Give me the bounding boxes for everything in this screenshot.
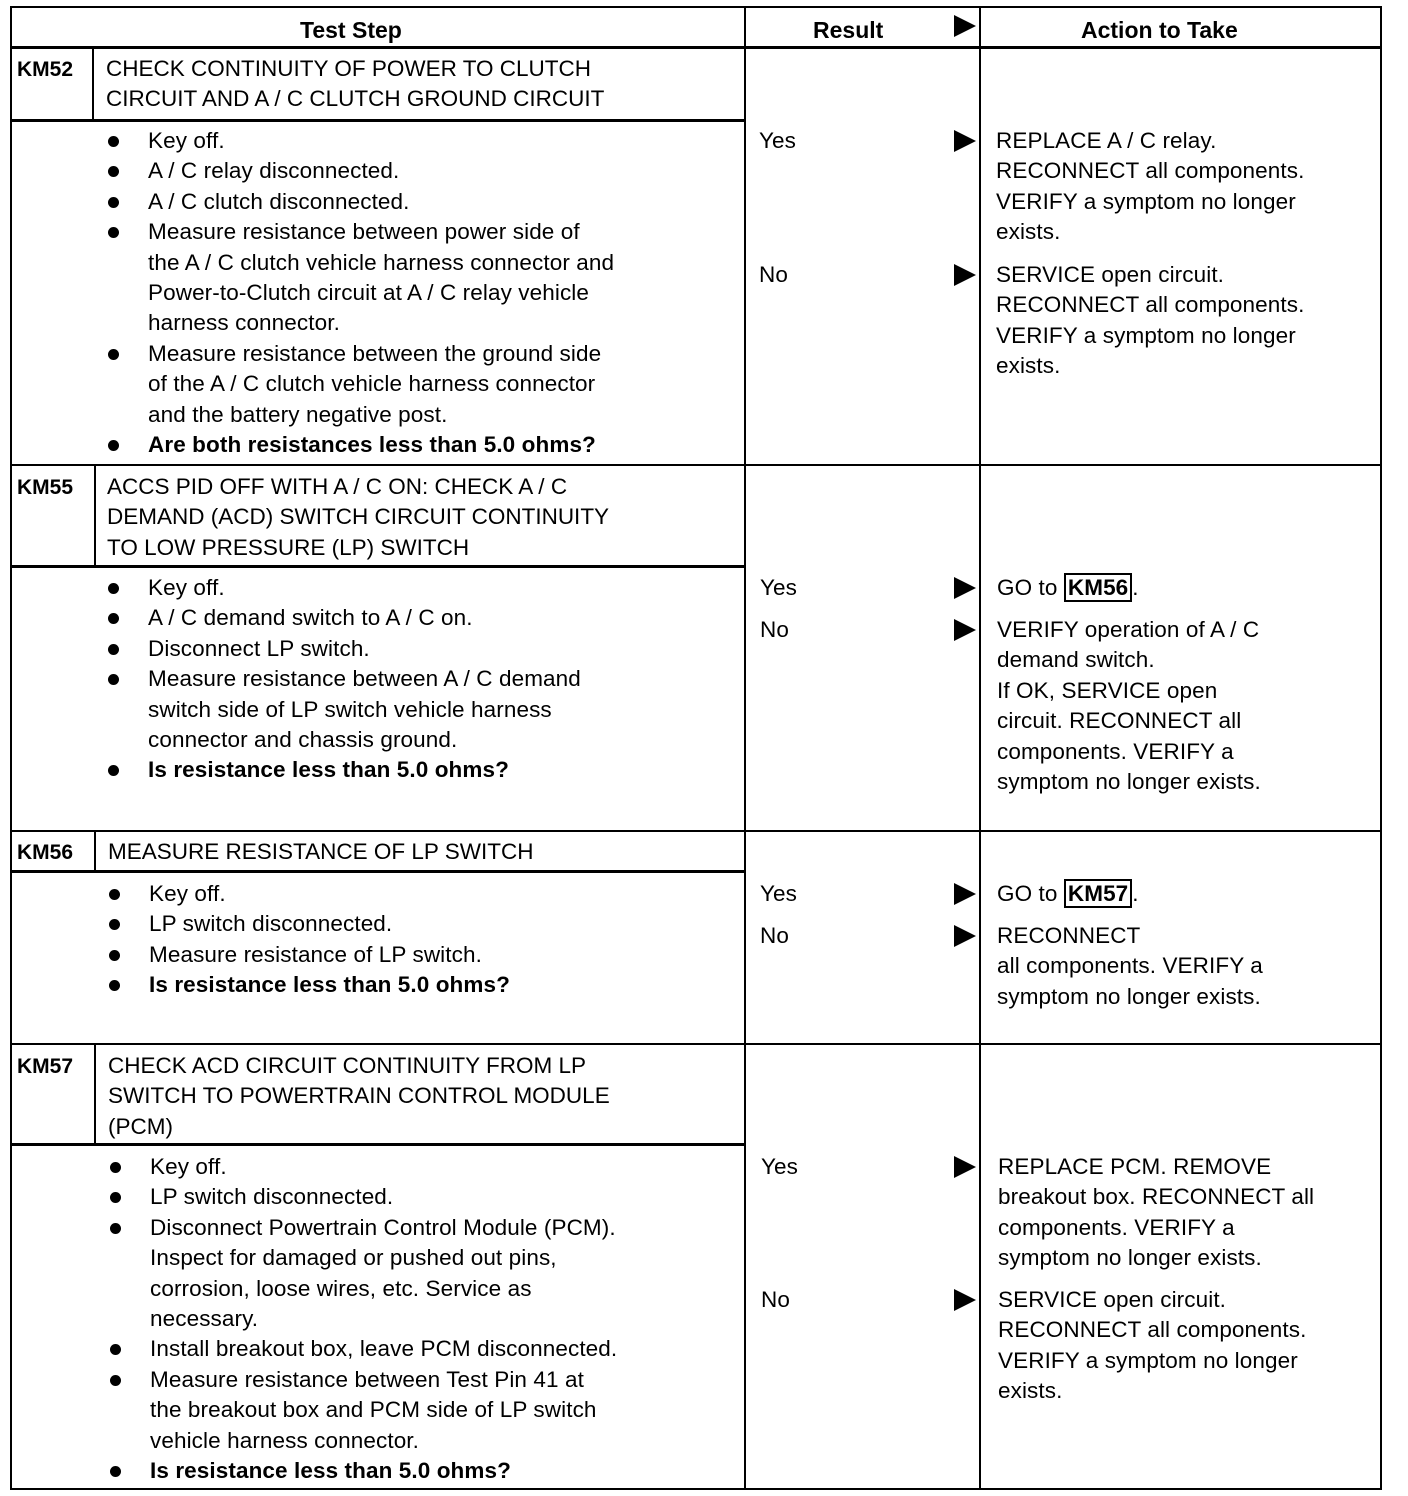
col-divider-action (979, 6, 981, 1490)
step-id: KM57 (17, 1055, 74, 1078)
arrow-icon (954, 619, 976, 641)
bullet-icon (110, 1162, 121, 1173)
bullet-item: LP switch disconnected. (109, 909, 510, 939)
step-bullets (109, 879, 510, 1001)
bullet-icon (108, 227, 119, 238)
bullet-icon (108, 583, 119, 594)
header-test-step: Test Step (300, 17, 402, 43)
action-goto: GO to KM57 . (997, 881, 1139, 906)
bullet-icon (110, 1466, 121, 1477)
diagnostic-table (10, 6, 1382, 1490)
action-text: RECONNECT all components. VERIFY a symptom no longer exists. (997, 923, 1263, 1009)
action-text: REPLACE PCM. REMOVE breakout box. RECONNECT all components. VERIFY a symptom no longer exists. (998, 1154, 1315, 1271)
step-bullets (110, 1152, 617, 1486)
step-title: ACCS PID OFF WITH A / C ON: CHECK A / C DEMAND (ACD) SWITCH CIRCUIT CONTINUITY TO LOW PRESSURE (LP) SWITCH (107, 474, 610, 560)
bullet-icon (108, 166, 119, 177)
result-no: No (761, 1287, 790, 1312)
result-yes: Yes (760, 881, 798, 906)
bullet-item-question: Is resistance less than 5.0 ohms? (108, 755, 581, 785)
bullet-icon (109, 889, 120, 900)
id-divider (94, 1044, 96, 1144)
table-bottom-border (10, 1488, 1382, 1490)
step-title: MEASURE RESISTANCE OF LP SWITCH (108, 839, 534, 864)
step-title: CHECK CONTINUITY OF POWER TO CLUTCH CIRCUIT AND A / C CLUTCH GROUND CIRCUIT (106, 56, 605, 112)
arrow-icon (954, 925, 976, 947)
goto-km57-link[interactable]: KM57 (1064, 879, 1132, 908)
bullet-item: Disconnect Powertrain Control Module (PCM). Inspect for damaged or pushed out pins, corrosion, loose wires, etc. Service as necessary. (110, 1213, 617, 1335)
arrow-icon (954, 264, 976, 286)
header-result: Result (813, 17, 884, 43)
bullet-item: A / C demand switch to A / C on. (108, 603, 581, 633)
action-text: SERVICE open circuit. RECONNECT all components. VERIFY a symptom no longer exists. (996, 262, 1305, 379)
bullet-item: Measure resistance between the ground side of the A / C clutch vehicle harness connector and the battery negative post. (108, 339, 614, 430)
id-divider (94, 831, 96, 871)
bullet-icon (109, 950, 120, 961)
bullet-icon (109, 980, 120, 991)
col-divider-result (744, 6, 746, 1490)
step-id: KM56 (17, 841, 74, 864)
table-left-border (10, 6, 12, 1490)
bullet-item: A / C relay disconnected. (108, 156, 614, 186)
bullet-icon (108, 136, 119, 147)
bullet-item: Install breakout box, leave PCM disconnected. (110, 1334, 617, 1364)
bullet-item: Measure resistance of LP switch. (109, 940, 510, 970)
bullet-icon (108, 765, 119, 776)
result-yes: Yes (761, 1154, 799, 1179)
bullet-item: Measure resistance between power side of the A / C clutch vehicle harness connector and Power-to-Clutch circuit at A / C relay vehicle harness connector. (108, 217, 614, 339)
title-rule (10, 870, 746, 873)
header-rule (10, 46, 1382, 49)
bullet-item: Key off. (109, 879, 510, 909)
bullet-icon (110, 1223, 121, 1234)
bullet-icon (110, 1192, 121, 1203)
bullet-item: Key off. (108, 573, 581, 603)
goto-km56-link[interactable]: KM56 (1064, 573, 1132, 602)
header-action: Action to Take (1081, 17, 1238, 43)
result-no: No (759, 262, 788, 287)
arrow-icon (954, 577, 976, 599)
bullet-icon (108, 613, 119, 624)
row-separator (10, 464, 1382, 466)
bullet-icon (110, 1375, 121, 1386)
bullet-item: Measure resistance between Test Pin 41 at the breakout box and PCM side of LP switch vehicle harness connector. (110, 1365, 617, 1456)
bullet-item-question: Are both resistances less than 5.0 ohms? (108, 430, 614, 460)
bullet-item-question: Is resistance less than 5.0 ohms? (110, 1456, 617, 1486)
bullet-item: Key off. (108, 126, 614, 156)
action-text: VERIFY operation of A / C demand switch. If OK, SERVICE open circuit. RECONNECT all components. VERIFY a symptom no longer exists. (997, 617, 1261, 795)
step-bullets (108, 126, 614, 460)
title-rule (10, 119, 746, 122)
bullet-item: LP switch disconnected. (110, 1182, 617, 1212)
table-right-border (1380, 6, 1382, 1490)
bullet-item: Disconnect LP switch. (108, 634, 581, 664)
arrow-icon (954, 130, 976, 152)
header-arrow-icon (954, 15, 976, 37)
result-no: No (760, 923, 789, 948)
step-title: CHECK ACD CIRCUIT CONTINUITY FROM LP SWITCH TO POWERTRAIN CONTROL MODULE (PCM) (108, 1053, 610, 1139)
id-divider (92, 48, 94, 120)
step-id: KM52 (17, 58, 74, 81)
action-goto: GO to KM56 . (997, 575, 1139, 600)
bullet-item-question: Is resistance less than 5.0 ohms? (109, 970, 510, 1000)
bullet-icon (108, 349, 119, 360)
result-yes: Yes (759, 128, 797, 153)
result-yes: Yes (760, 575, 798, 600)
table-top-border (10, 6, 1382, 8)
action-text: REPLACE A / C relay. RECONNECT all components. VERIFY a symptom no longer exists. (996, 128, 1305, 245)
row-separator (10, 1043, 1382, 1045)
arrow-icon (954, 1289, 976, 1311)
arrow-icon (954, 1156, 976, 1178)
bullet-icon (108, 197, 119, 208)
title-rule (10, 565, 746, 568)
result-no: No (760, 617, 789, 642)
bullet-item: Key off. (110, 1152, 617, 1182)
step-bullets (108, 573, 581, 786)
bullet-item: A / C clutch disconnected. (108, 187, 614, 217)
bullet-item: Measure resistance between A / C demand switch side of LP switch vehicle harness connector and chassis ground. (108, 664, 581, 755)
title-rule (10, 1143, 746, 1146)
step-id: KM55 (17, 476, 74, 499)
row-separator (10, 830, 1382, 832)
bullet-icon (110, 1344, 121, 1355)
action-text: SERVICE open circuit. RECONNECT all components. VERIFY a symptom no longer exists. (998, 1287, 1307, 1404)
id-divider (94, 465, 96, 565)
bullet-icon (108, 674, 119, 685)
arrow-icon (954, 883, 976, 905)
bullet-icon (108, 644, 119, 655)
bullet-icon (109, 919, 120, 930)
bullet-icon (108, 440, 119, 451)
